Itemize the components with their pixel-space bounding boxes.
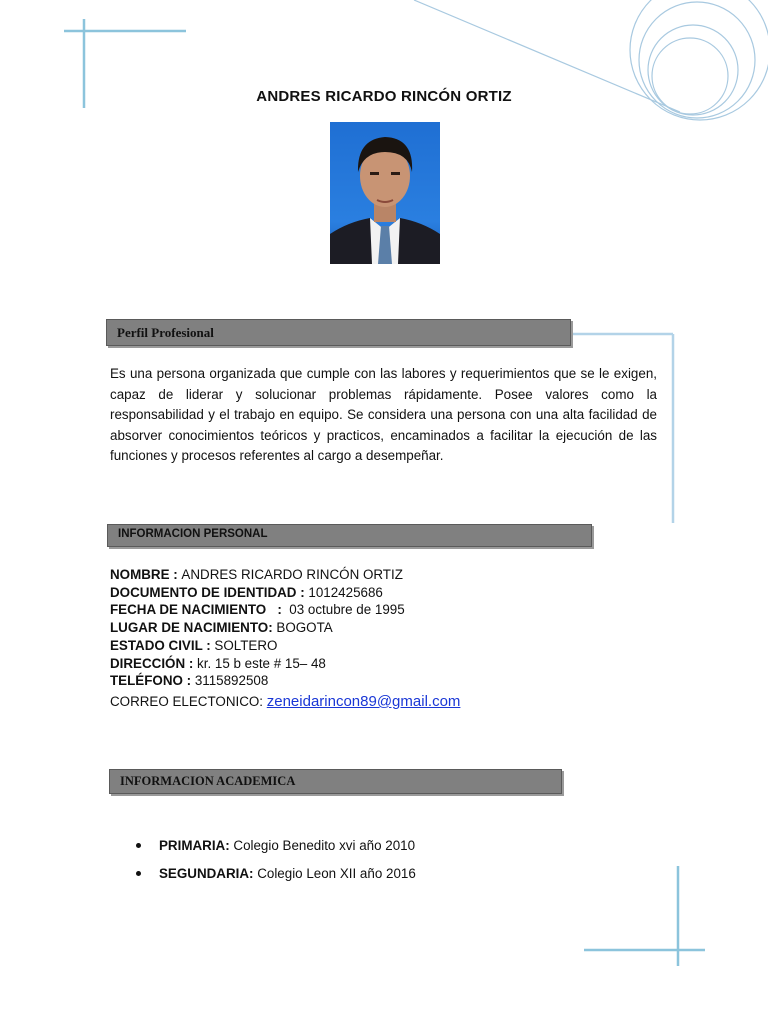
section-title: Perfil Profesional — [117, 325, 214, 340]
info-row-documento — [110, 584, 460, 602]
info-label: FECHA DE NACIMIENTO : — [110, 602, 286, 618]
info-label: TELÉFONO : — [110, 673, 195, 689]
info-row-telefono — [110, 672, 460, 690]
academic-list — [136, 836, 416, 892]
info-value: 1012425686 — [308, 584, 383, 600]
portrait-photo — [330, 122, 440, 264]
info-value: SOLTERO — [214, 637, 278, 653]
academic-label: SEGUNDARIA: — [159, 866, 254, 881]
info-row-correo — [110, 693, 460, 711]
info-row-lugar — [110, 619, 460, 637]
person-icon — [330, 122, 440, 264]
info-label: DOCUMENTO DE IDENTIDAD : — [110, 584, 309, 600]
info-label: DIRECCIÓN : — [110, 655, 198, 671]
info-value: BOGOTA — [276, 620, 333, 636]
info-value: kr. 15 b este # 15– 48 — [197, 655, 326, 671]
info-value: ANDRES RICARDO RINCÓN ORTIZ — [181, 567, 403, 582]
list-item — [136, 836, 416, 864]
info-row-estado-civil — [110, 637, 460, 655]
section-header-perfil — [106, 319, 571, 346]
info-label: LUGAR DE NACIMIENTO: — [110, 620, 277, 636]
personal-info-list — [110, 566, 460, 711]
info-label: NOMBRE : — [110, 567, 182, 582]
section-header-academica — [109, 769, 562, 794]
page-title: ANDRES RICARDO RINCÓN ORTIZ — [256, 88, 512, 105]
info-row-direccion — [110, 655, 460, 673]
info-row-nombre — [110, 566, 460, 584]
email-link[interactable]: zeneidarincon89@gmail.com — [266, 692, 461, 710]
perfil-paragraph: Es una persona organizada que cumple con las labores y requerimientos que se le exigen, capaz de liderar y solucionar problemas rápidamente. Posee valores como la responsabilidad y el trabajo en equipo. Se considera una persona con una alta facilidad de absorver conocimientos teóricos y practicos, encaminados a facilitar la ejecución de las funciones y procesos referentes al cargo a desempeñar. — [110, 366, 657, 464]
section-title: INFORMACION ACADEMICA — [120, 774, 296, 788]
academic-label: PRIMARIA: — [159, 838, 230, 853]
info-value: 03 octubre de 1995 — [285, 602, 405, 618]
info-label: ESTADO CIVIL : — [110, 637, 215, 653]
list-item — [136, 864, 416, 892]
academic-value: Colegio Benedito xvi año 2010 — [229, 838, 416, 853]
section-header-personal — [107, 524, 592, 547]
info-value: 3115892508 — [194, 673, 269, 689]
section-title: INFORMACION PERSONAL — [118, 528, 268, 540]
bullet-icon — [136, 871, 141, 876]
info-row-fecha — [110, 601, 460, 619]
academic-value: Colegio Leon XII año 2016 — [253, 866, 416, 881]
bullet-icon — [136, 843, 141, 848]
info-label: CORREO ELECTONICO: — [110, 693, 267, 709]
